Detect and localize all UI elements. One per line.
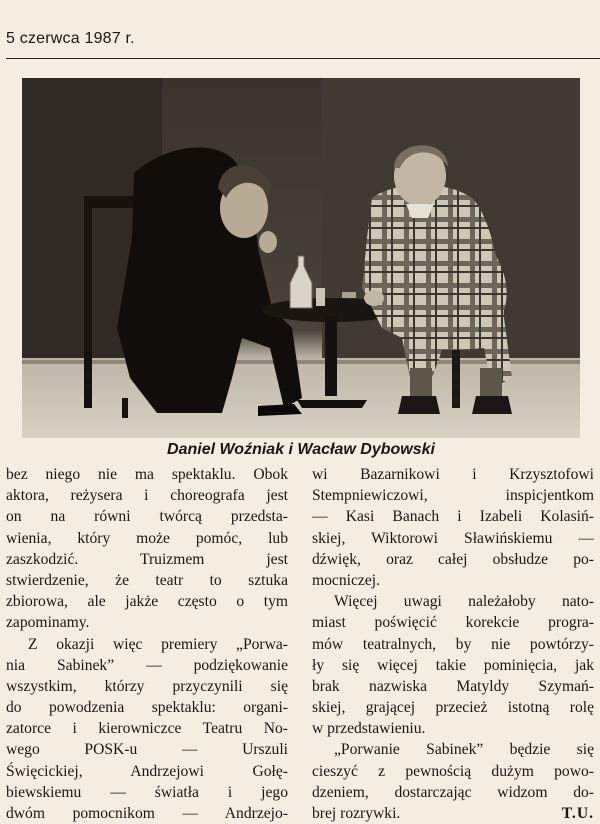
author-signature: T.U. (561, 805, 594, 822)
text-line: mocniczej. (312, 571, 380, 589)
text-line: zaszkodzić. Truizmem jest (6, 550, 288, 568)
text-line: zatorce i kierowniczce Teatru No- (6, 720, 288, 738)
text-line: bez niego nie ma spektaklu. Obok (6, 466, 288, 483)
text-line: wego POSK-u — Urszuli (6, 741, 288, 759)
text-line: mów teatralnych, by nie powtórzy- (312, 635, 594, 653)
text-line: do powodzenia spektaklu: organi- (6, 699, 288, 717)
text-line: dźwięk, oraz całej obsłudze po- (312, 550, 594, 568)
text-line: Więcej uwagi należałoby nato- (334, 593, 594, 611)
text-line: — Kasi Banach i Izabeli Kolasiń- (312, 508, 594, 526)
text-line: Stempniewiczowi, inspicjentkom (312, 487, 594, 505)
text-line: wienia, który może pomóc, lub (6, 529, 288, 547)
text-line: aktora, reżysera i choreografa jest (6, 487, 288, 505)
text-line: dwóm pomocnikom — Andrzejo- (6, 805, 288, 822)
text-line: wszystkim, którzy przyczynili się (6, 677, 288, 695)
photo-caption: Daniel Woźniak i Wacław Dybowski (167, 441, 435, 458)
article-column-right (312, 464, 594, 824)
text-line: brak nazwiska Matyldy Szymań- (312, 677, 594, 695)
text-line: miast poświęcić korekcie progra- (312, 614, 594, 632)
text-line: „Porwanie Sabinek” będzie się (334, 741, 594, 759)
text-line: brej rozrywki. (312, 805, 401, 822)
stage-photo (22, 78, 580, 438)
text-line: dzeniem, dostarczając widzom do- (312, 783, 594, 801)
text-line: zapominamy. (6, 614, 90, 632)
text-line: on na równi twórcą przedsta- (6, 508, 288, 526)
text-line: nia Sabinek” — podziękowanie (6, 656, 288, 674)
stage-photo-illustration (22, 78, 580, 438)
article-column-left (6, 464, 288, 824)
text-line: Święcickiej, Andrzejowi Gołę- (6, 762, 288, 780)
text-line: cieszyć z pewnością dużym powo- (312, 762, 594, 780)
text-line-with-signature (312, 803, 594, 824)
text-line: biewskiemu — światła i jego (6, 783, 288, 801)
text-line: w przedstawieniu. (312, 720, 426, 738)
text-line: ły się więcej takie pominięcia, jak (312, 656, 594, 674)
text-line: skiej, Wiktorowi Sławińskiemu — (312, 529, 594, 547)
text-line: wi Bazarnikowi i Krzysztofowi (312, 466, 594, 483)
issue-date: 5 czerwca 1987 r. (6, 30, 135, 47)
text-line: zbiorowa, ale jakże często o tym (6, 593, 288, 611)
header-rule (6, 58, 600, 59)
text-line: Z okazji więc premiery „Porwa- (28, 635, 288, 653)
text-line: stwierdzenie, że teatr to sztuka (6, 571, 288, 589)
text-line: skiej, grającej przecież istotną rolę (312, 699, 594, 717)
